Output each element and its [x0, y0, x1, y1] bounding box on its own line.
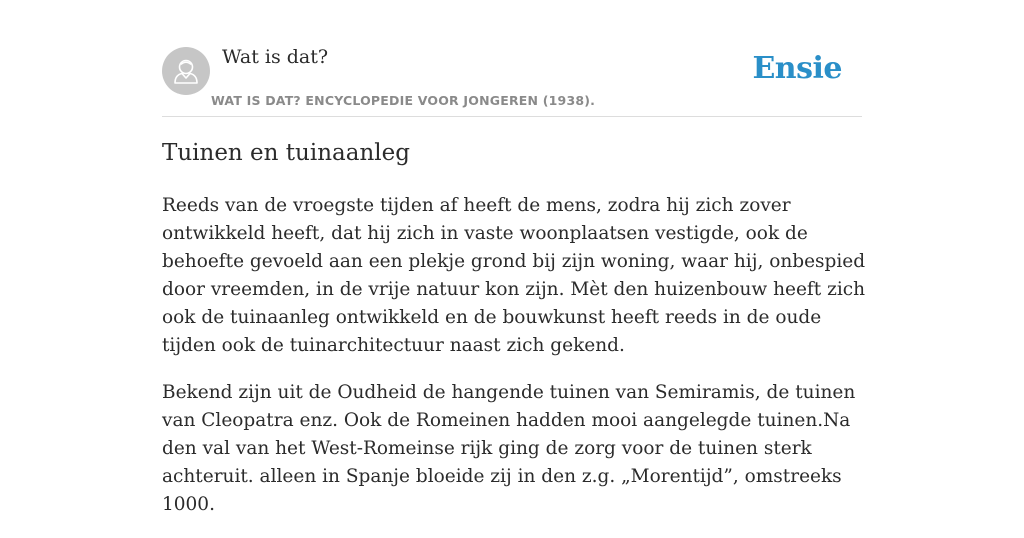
brand-logo[interactable]: Ensie [752, 51, 842, 86]
article-title: Tuinen en tuinaanleg [162, 140, 410, 166]
source-subtitle: WAT IS DAT? ENCYCLOPEDIE VOOR JONGEREN (1938). [211, 93, 596, 108]
source-header [162, 44, 862, 117]
article-body [162, 192, 868, 538]
source-title[interactable]: Wat is dat? [222, 46, 329, 68]
user-silhouette-icon [162, 47, 210, 95]
article-paragraph: Bekend zijn uit de Oudheid de hangende tuinen van Semiramis, de tuinen van Cleopatra enz. Ook de Romeinen hadden mooi aangelegde tuinen.Na den val van het West-Romeinse rijk ging de zorg voor de tuinen sterk achteruit. alleen in Spanje bloeide zij in den z.g. „Morentijd”, omstreeks 1000. [162, 382, 856, 515]
avatar[interactable] [162, 47, 210, 95]
article-paragraph: Reeds van de vroegste tijden af heeft de mens, zodra hij zich zover ontwikkeld heeft, dat hij zich in vaste woonplaatsen vestigde, ook de behoefte gevoeld aan een plekje grond bij zijn woning, waar hij, onbespied door vreemden, in de vrije natuur kon zijn. Mèt den huizenbouw heeft zich ook de tuinaanleg ontwikkeld en de bouwkunst heeft reeds in de oude tijden ook de tuinarchitectuur naast zich gekend. [162, 195, 866, 356]
